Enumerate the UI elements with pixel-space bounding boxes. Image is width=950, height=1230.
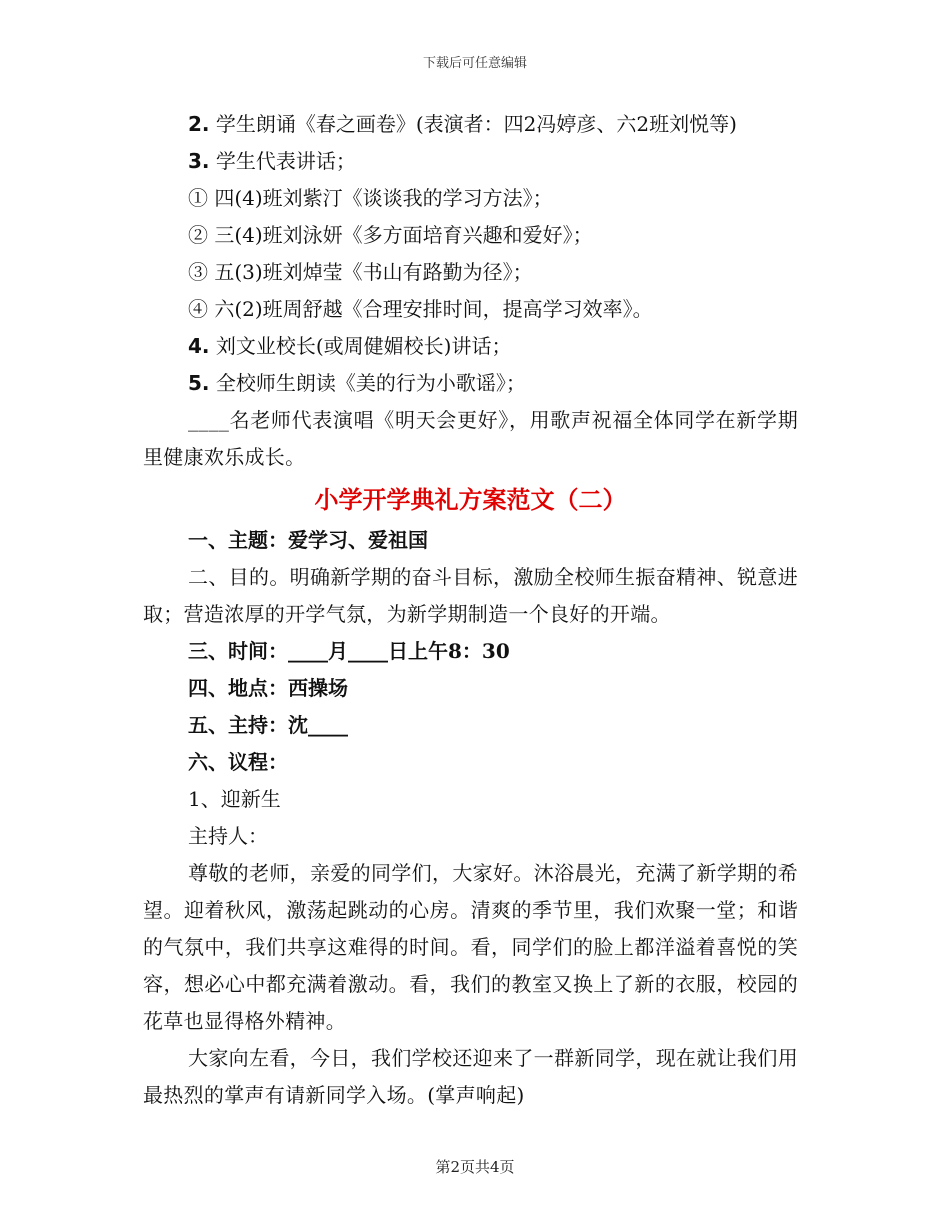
list-item-2: [143, 106, 798, 143]
agenda-heading: 六、议程：: [188, 750, 288, 774]
time-line: 三、时间：____月____日上午8：30: [188, 639, 510, 663]
list-item-5: [143, 365, 798, 402]
list-text: 学生朗诵《春之画卷》(表演者：四2冯婷彦、六2班刘悦等): [215, 112, 737, 136]
list-item-3: [143, 143, 798, 180]
host-line: 五、主持：沈____: [188, 713, 348, 737]
list-item-4: [143, 328, 798, 365]
list-number: 4.: [188, 334, 210, 358]
list-text: 学生代表讲话；: [215, 149, 356, 173]
document-body: [143, 106, 798, 1114]
page-header: 下载后可任意编辑: [422, 56, 527, 71]
section-title: 小学开学典礼方案范文（二）: [314, 485, 627, 514]
agenda-step-1: 1、迎新生: [188, 787, 281, 811]
list-number: 3.: [188, 149, 210, 173]
speaker-item-1: ① 四(4)班刘紫汀《谈谈我的学习方法》；: [188, 186, 553, 210]
speech-paragraph-1: 尊敬的老师，亲爱的同学们，大家好。沐浴晨光，充满了新学期的希望。迎着秋风，激荡起跳动的心房。清爽的季节里，我们欢聚一堂；和谐的气氛中，我们共享这难得的时间。看，同学们的脸上都洋溢着喜悦的笑容，想必心中都充满着激动。看，我们的教室又换上了新的衣服，校园的花草也显得格外精神。: [143, 861, 798, 1033]
closing-paragraph: ____名老师代表演唱《明天会更好》，用歌声祝福全体同学在新学期里健康欢乐成长。: [143, 408, 798, 469]
theme-line: 一、主题：爱学习、爱祖国: [188, 528, 428, 552]
list-text: 刘文业校长(或周健媚校长)讲话；: [215, 334, 512, 358]
host-label: 主持人：: [188, 824, 268, 848]
list-number: 2.: [188, 112, 210, 136]
speech-paragraph-2: 大家向左看，今日，我们学校还迎来了一群新同学，现在就让我们用最热烈的掌声有请新同学入场。(掌声响起): [143, 1046, 798, 1107]
place-line: 四、地点：西操场: [188, 676, 348, 700]
speaker-item-4: ④ 六(2)班周舒越《合理安排时间，提高学习效率》。: [188, 297, 653, 321]
speaker-item-2: ② 三(4)班刘泳妍《多方面培育兴趣和爱好》；: [188, 223, 593, 247]
page-footer: 第2页共4页: [435, 1158, 515, 1176]
list-number: 5.: [188, 371, 210, 395]
purpose-paragraph: 二、目的。明确新学期的奋斗目标，激励全校师生振奋精神、锐意进取；营造浓厚的开学气氛，为新学期制造一个良好的开端。: [143, 565, 798, 626]
speaker-item-3: ③ 五(3)班刘焯莹《书山有路勤为径》；: [188, 260, 533, 284]
list-text: 全校师生朗读《美的行为小歌谣》；: [215, 371, 526, 395]
